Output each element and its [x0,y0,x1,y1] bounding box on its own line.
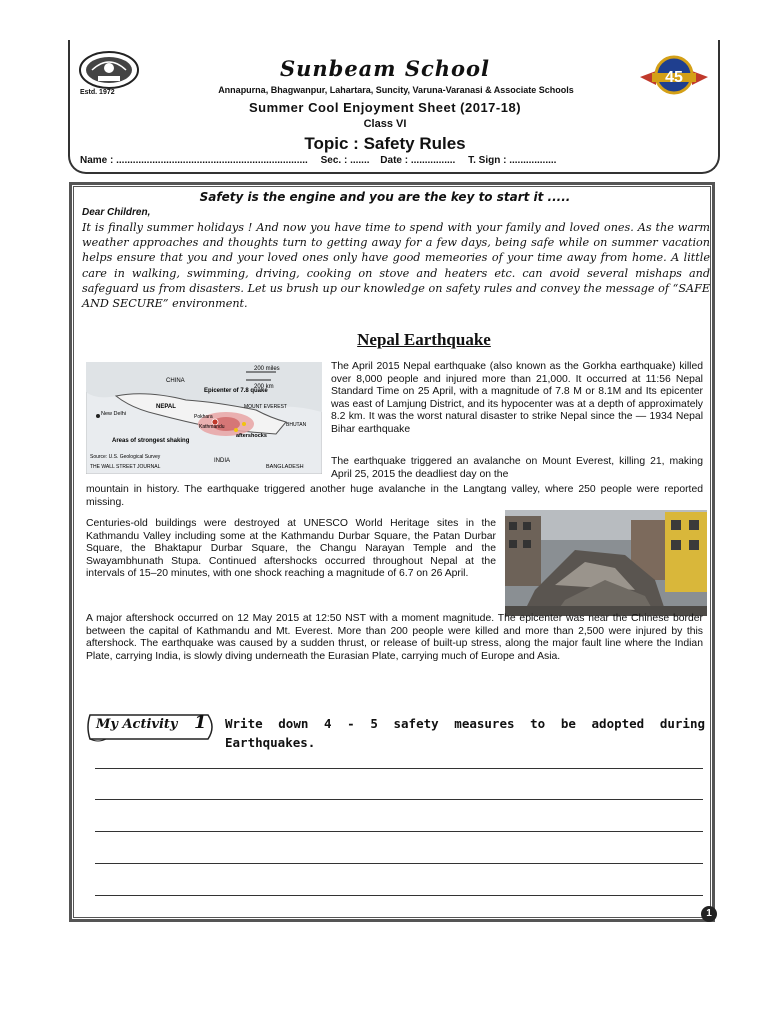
article-paragraph-3: Centuries-old buildings were destroyed at UNESCO World Heritage sites in the Kathmandu Valley including some at the Kathmandu Durbar Square, the Patan Durbar Square, the Bhaktapur Durbar Square, the Changu Narayan Temple and the Swayambhunath Stupa. Continued aftershocks occurred throughout Nepal at the intervals of 15–20 minutes, with one shock reaching a magnitude of 6.7 on 26 April. [86,518,496,580]
article-paragraph-1: The April 2015 Nepal earthquake (also known as the Gorkha earthquake) killed over 8,000 people and injured more than 21,000. It occurred at 11:56 Nepal Standard Time on 25 April, with a magnitude of 7.8 M or 8.1M and Its epicenter was east of Lamjung District, and its hypocenter was at a depth of approximately 8.2 km. It was the worst natural disaster to strike Nepal since the — 1934 Nepal Bihar earthquake [331,361,703,435]
map-label-pokhara: Pokhara [194,414,213,420]
nepal-earthquake-map [86,362,322,474]
map-label-india: INDIA [214,458,231,464]
activity-prompt: Write down 4 - 5 safety measures to be adopted during Earthquakes. [225,716,705,750]
map-label-aftershocks: aftershocks [236,433,267,439]
map-label-china: CHINA [166,378,185,384]
map-source: Source: U.S. Geological Survey [90,454,161,460]
activity-label: My Activity [96,717,178,732]
sheet-title: Summer Cool Enjoyment Sheet (2017-18) [248,100,522,115]
map-label-new-delhi: New Delhi [101,411,127,417]
answer-line-4[interactable] [95,863,703,864]
map-label-bhutan: BHUTAN [286,422,307,428]
intro-paragraph: It is finally summer holidays ! And now you have time to spend with your family and loved ones. As the warm weather approaches and thoughts turn to getting away for a few days, being safe while on summer vacation helps ensure that you and your loved ones only have good memeories of your time away from home. A little care in walking, swimming, driving, cooking on stove and heaters etc. can avoid several mishaps and safeguard us from disasters. Let us brush up our knowledge on safety rules and convey the message of “SAFE AND SECURE” environment. [82,221,710,311]
page-number: 1 [701,906,717,922]
section-field[interactable]: Sec. : ....... [320,155,370,166]
map-scale-km: 200 km [254,384,274,390]
article-title: Nepal Earthquake [357,330,491,349]
map-label-strongest-shaking: Areas of strongest shaking [112,438,190,444]
established-year: Estd. 1972 [80,89,115,96]
activity-number: 1 [194,712,207,733]
map-label-epicenter: Epicenter of 7.8 quake [204,388,268,394]
article-paragraph-4: A major aftershock occurred on 12 May 2015 at 12:50 NST with a moment magnitude. The epicenter was near the Chinese border between the capital of Kathmandu and Mt. Everest. More than 200 people were killed and more than 2,500 were injured by this aftershock. The earthquake was caused by a sudden thrust, or release of built-up stress, along the major fault line where the Indian Plate, carrying India, is slowly diving underneath the Eurasian Plate, carrying much of Europe and Asia. [86,613,703,662]
date-field[interactable]: Date : ................ [380,155,456,166]
map-label-bangladesh: BANGLADESH [266,464,304,470]
answer-line-3[interactable] [95,831,703,832]
answer-line-5[interactable] [95,895,703,896]
class-label: Class VI [363,118,407,130]
associate-schools: Annapurna, Bhagwanpur, Lahartara, Suncity, Varuna-Varanasi & Associate Schools [218,85,574,95]
anniversary-badge [638,55,710,95]
map-label-nepal: NEPAL [156,404,176,410]
greeting: Dear Children, [82,207,151,218]
map-scale-miles: 200 miles [254,366,280,372]
earthquake-damage-photo [505,510,707,616]
student-info-row [80,155,720,166]
answer-line-2[interactable] [95,799,703,800]
topic-title: Topic : Safety Rules [304,134,466,153]
map-credit: THE WALL STREET JOURNAL [90,464,161,470]
map-label-kathmandu: Kathmandu [199,424,225,430]
anniversary-number: 45 [665,69,683,86]
map-label-everest: MOUNT EVEREST [244,404,287,410]
article-paragraph-2-start: The earthquake triggered an avalanche on Mount Everest, killing 21, making April 25, 2015 the deadliest day on the [331,456,703,480]
teacher-sign-field[interactable]: T. Sign : ................. [468,155,557,166]
article-paragraph-2-end: mountain in history. The earthquake triggered another huge avalanche in the Langtang valley, where 250 people were reported missing. [86,484,703,508]
name-field[interactable]: Name : ..................................................................... [80,155,308,166]
answer-line-1[interactable] [95,768,703,769]
safety-motto: Safety is the engine and you are the key to start it ..... [199,190,571,204]
school-name: Sunbeam School [279,56,491,81]
